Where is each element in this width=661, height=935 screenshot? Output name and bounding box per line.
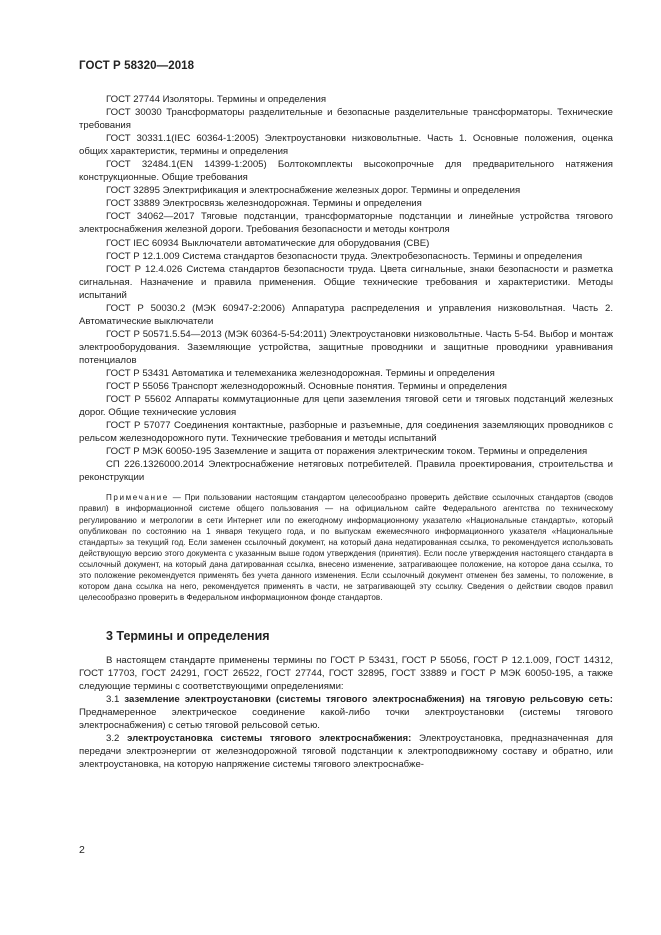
section-intro: В настоящем стандарте применены термины по ГОСТ Р 53431, ГОСТ Р 55056, ГОСТ Р 12.1.009, ГОСТ 14312, ГОСТ 17703, ГОСТ 24291, ГОСТ 26522, ГОСТ 27744, ГОСТ 32895, ГОСТ 33889 и ГОСТ Р МЭК 60050-195, а также следующие термины с соответствующими определениями: <box>79 654 613 692</box>
reference-item: ГОСТ Р 57077 Соединения контактные, разборные и разъемные, для соединения заземляющих проводников с рельсом железнодорожного пути. Технические требования и методы испытаний <box>79 420 613 445</box>
page-number: 2 <box>79 844 85 856</box>
section-title: 3 Термины и определения <box>106 628 270 643</box>
term-entry <box>79 693 613 732</box>
reference-item: ГОСТ Р 55056 Транспорт железнодорожный. Основные понятия. Термины и определения <box>106 381 507 393</box>
reference-item: ГОСТ 33889 Электросвязь железнодорожная. Термины и определения <box>106 198 422 210</box>
normative-references-list <box>79 93 613 484</box>
term-definition: Электроустановка, предназначенная для передачи электроэнергии от железнодорожной тяговой подстанции к электроподвижному составу и обратно, или электроустановка, на которую напряжение системы тягового электроснабже- <box>79 733 613 771</box>
term-number: 3.2 <box>106 733 128 745</box>
term-entry <box>79 732 613 771</box>
reference-item: ГОСТ 32484.1(EN 14399-1:2005) Болтокомплекты высокопрочные для предварительного натяжения конструкционные. Общие требования <box>79 159 613 184</box>
document-header: ГОСТ Р 58320—2018 <box>79 60 195 72</box>
term-definition: Преднамеренное электрическое соединение какой-либо точки электроустановки (системы тягового электроснабжения) с сетью тяговой рельсовой сетью. <box>79 707 613 732</box>
note-paragraph <box>79 492 613 602</box>
term-name: заземление электроустановки (системы тягового электроснабжения) на тяговую рельсовую сеть: <box>124 694 613 706</box>
reference-item: ГОСТ Р МЭК 60050-195 Заземление и защита от поражения электрическим током. Термины и определения <box>106 446 588 458</box>
reference-item: ГОСТ 30030 Трансформаторы разделительные и безопасные разделительные трансформаторы. Технические требования <box>79 107 613 132</box>
reference-item: ГОСТ IEC 60934 Выключатели автоматические для оборудования (СВЕ) <box>106 237 430 249</box>
note-label: Примечание <box>106 493 169 503</box>
reference-item: ГОСТ 34062—2017 Тяговые подстанции, трансформаторные подстанции и линейные устройства тягового электроснабжения железной дороги. Требования безопасности и методы контроля <box>79 211 613 236</box>
term-number: 3.1 <box>106 694 125 706</box>
reference-item: ГОСТ Р 50030.2 (МЭК 60947-2:2006) Аппаратура распределения и управления низковольтная. Часть 2. Автоматические выключатели <box>79 302 613 327</box>
reference-item: ГОСТ Р 12.4.026 Система стандартов безопасности труда. Цвета сигнальные, знаки безопасности и разметка сигнальная. Назначение и правила применения. Общие технические требования и характеристики. Методы испытаний <box>79 263 613 301</box>
reference-item: ГОСТ 30331.1(IEC 60364-1:2005) Электроустановки низковольтные. Часть 1. Основные положения, оценка общих характеристик, термины и определения <box>79 133 613 158</box>
reference-item: ГОСТ Р 12.1.009 Система стандартов безопасности труда. Электробезопасность. Термины и определения <box>106 250 583 262</box>
note-text: — При пользовании настоящим стандартом целесообразно проверить действие ссылочных стандартов (сводов правил) в информационной системе общего пользования — на официальном сайте Федерального агентства по техническому регулированию и метрологии в сети Интернет или по ежегодному информационному указателю «Национальные стандарты», который опубликован по состоянию на 1 января текущего года, и по выпускам ежемесячного информационного указателя «Национальные стандарты» за текущий год. Если заменен ссылочный документ, на который дана недатированная ссылка, то рекомендуется использовать действующую версию этого документа с указанным выше годом утверждения (принятия). Если после утверждения настоящего стандарта в ссылочный документ, на который дана датированная ссылка, внесено изменение, затрагивающее положение, на которое дана ссылка, то это положение рекомендуется применять без учета данного изменения. Если ссылочный документ отменен без замены, то положение, в котором дана ссылка на него, рекомендуется применять в части, не затрагивающей эту ссылку. Сведения о действии сводов правил целесообразно проверить в Федеральном информационном фонде стандартов. <box>79 493 613 602</box>
reference-item: ГОСТ Р 55602 Аппараты коммутационные для цепи заземления тяговой сети и тяговых подстанций железных дорог. Общие технические условия <box>79 394 613 419</box>
reference-item: ГОСТ 32895 Электрификация и электроснабжение железных дорог. Термины и определения <box>106 185 521 197</box>
reference-item: ГОСТ Р 50571.5.54—2013 (МЭК 60364-5-54:2011) Электроустановки низковольтные. Часть 5-54. Выбор и монтаж электрооборудования. Заземляющие устройства, защитные проводники и защитные проводники уравнивания потенциалов <box>79 328 613 366</box>
reference-item: ГОСТ Р 53431 Автоматика и телемеханика железнодорожная. Термины и определения <box>106 367 495 379</box>
reference-item: СП 226.1326000.2014 Электроснабжение нетяговых потребителей. Правила проектирования, строительства и реконструкции <box>79 459 613 484</box>
terms-section <box>79 654 613 771</box>
term-name: электроустановка системы тягового электроснабжения: <box>127 733 412 745</box>
page-content <box>79 93 613 771</box>
reference-item: ГОСТ 27744 Изоляторы. Термины и определения <box>106 94 327 105</box>
